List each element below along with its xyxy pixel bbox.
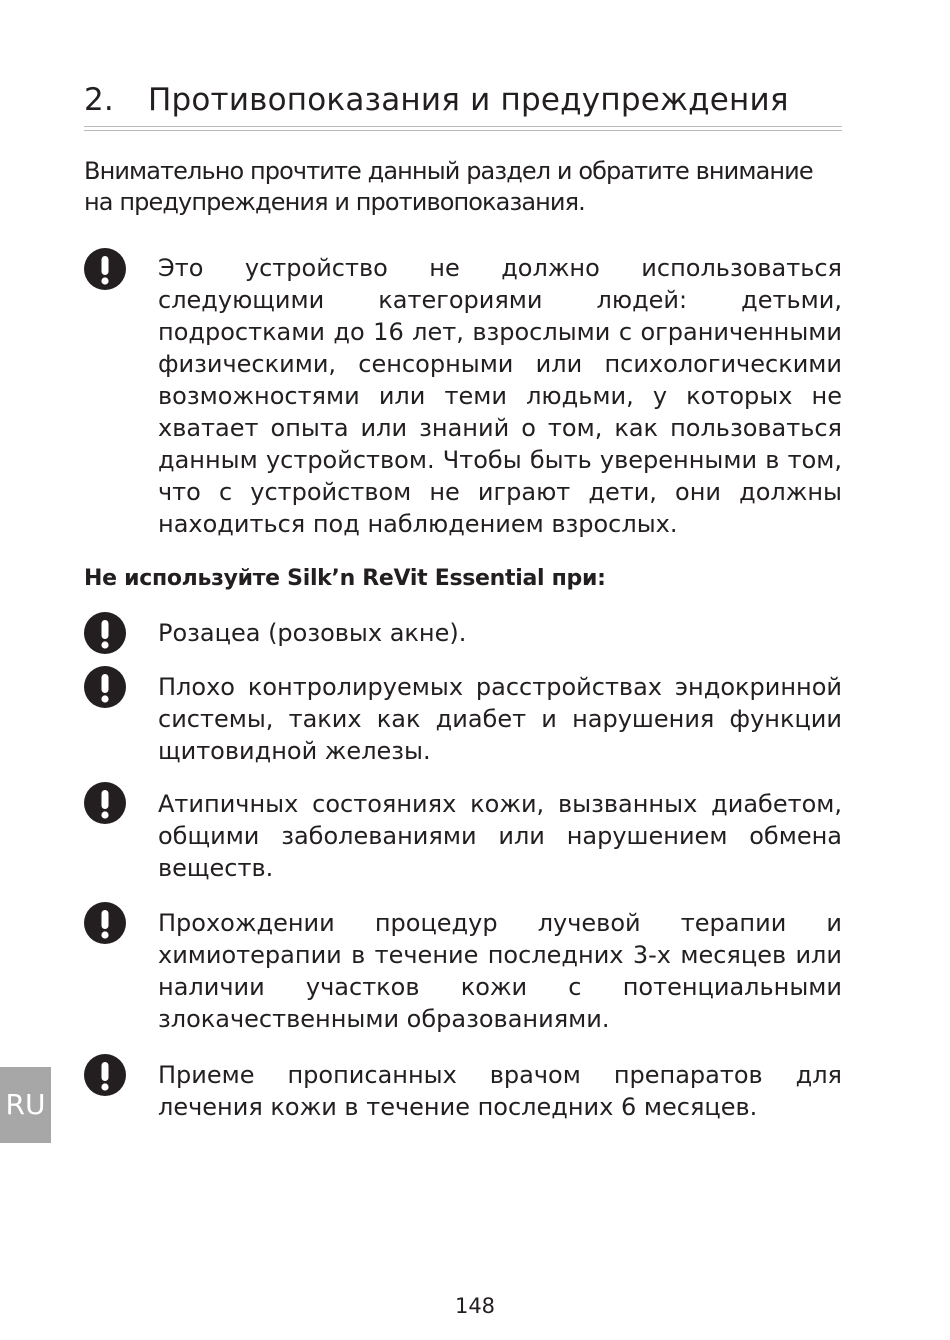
exclamation-icon	[84, 902, 126, 944]
section-number: 2.	[84, 82, 114, 118]
title-divider	[84, 126, 842, 131]
exclamation-icon	[84, 1054, 126, 1096]
general-warning-text: Это устройство не должно использоваться следующими категориями людей: детьми, подростками до 16 лет, взрослыми с ограниченными физическими, сенсорными или психологическими возможностями или теми людьми, у которых не хватает опыта или знаний о том, как пользоваться данным устройством. Чтобы быть уверенными в том, что с устройством не играют дети, они должны находиться под наблюдением взрослых.	[158, 254, 842, 538]
exclamation-icon	[84, 612, 126, 654]
section-title	[84, 78, 842, 122]
contraindication-item: Плохо контролируемых расстройствах эндокринной системы, таких как диабет и нарушения функции щитовидной железы.	[158, 673, 842, 765]
contraindication-item: Атипичных состояниях кожи, вызванных диабетом, общими заболеваниями или нарушением обмена веществ.	[158, 790, 842, 882]
contraindication-item: Розацеа (розовых акне).	[158, 619, 467, 647]
section-title-text: Противопоказания и предупреждения	[148, 82, 789, 118]
contraindication-item: Приеме прописанных врачом препаратов для лечения кожи в течение последних 6 месяцев.	[158, 1061, 842, 1121]
intro-paragraph: Внимательно прочтите данный раздел и обратите внимание на предупреждения и противопоказания.	[84, 157, 813, 216]
page-number: 148	[454, 1294, 496, 1318]
contraindication-item: Прохождении процедур лучевой терапии и химиотерапии в течение последних 3-х месяцев или наличии участков кожи с потенциальными злокачественными образованиями.	[158, 909, 842, 1033]
exclamation-icon	[84, 782, 126, 824]
language-tab: RU	[0, 1067, 51, 1143]
contraindications-heading: Не используйте Silk’n ReVit Essential при:	[84, 566, 606, 591]
exclamation-icon	[84, 666, 126, 708]
page-header	[84, 78, 842, 131]
exclamation-icon	[84, 248, 126, 290]
